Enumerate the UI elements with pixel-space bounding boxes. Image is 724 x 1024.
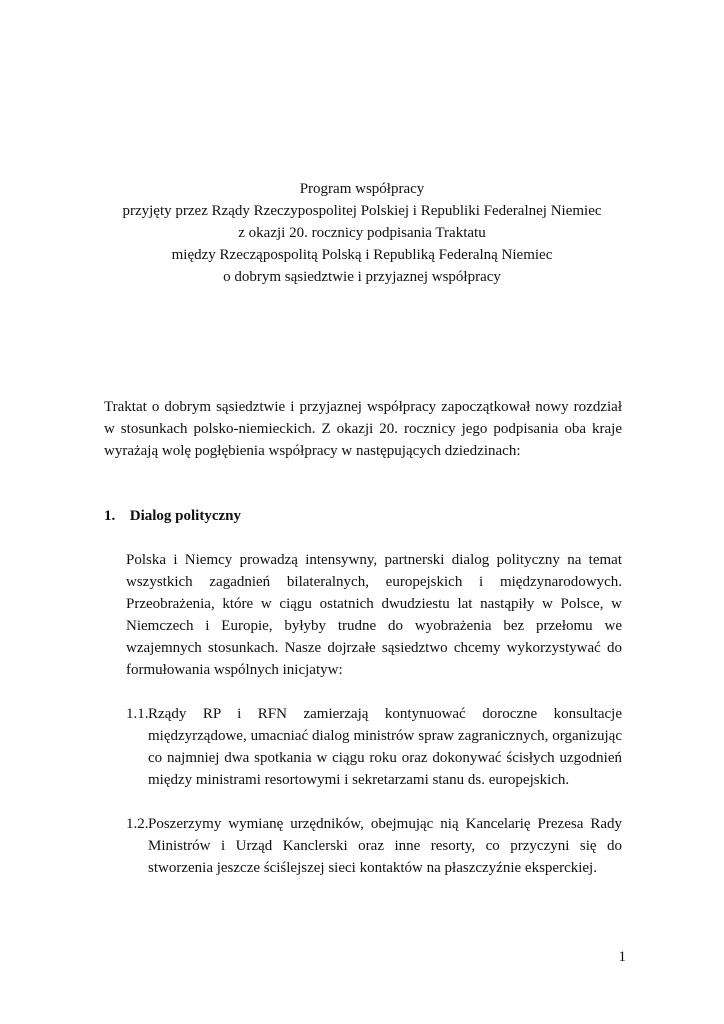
title-line: Program współpracy bbox=[299, 181, 425, 197]
section-heading bbox=[104, 505, 241, 527]
section-number: 1. bbox=[104, 508, 116, 524]
list-item-number: 1.1. bbox=[126, 706, 149, 722]
list-item bbox=[126, 703, 622, 791]
title-line: z okazji 20. rocznicy podpisania Traktatu bbox=[238, 225, 486, 241]
title-line: przyjęty przez Rządy Rzeczypospolitej Polskiej i Republiki Federalnej Niemiec bbox=[122, 203, 602, 219]
list-item bbox=[126, 813, 622, 879]
title-line: o dobrym sąsiedztwie i przyjaznej współpracy bbox=[223, 269, 501, 285]
document-title bbox=[0, 178, 724, 288]
list-item-text: Poszerzymy wymianę urzędników, obejmując nią Kancelarię Prezesa Rady Ministrów i Urząd Kanclerski oraz inne resorty, co przyczyni się do stworzenia jeszcze ściślejszej sieci kontaktów na płaszczyźnie eksperckiej. bbox=[148, 816, 622, 876]
list-item-number: 1.2. bbox=[126, 816, 149, 832]
list-item-text: Rządy RP i RFN zamierzają kontynuować doroczne konsultacje międzyrządowe, umacniać dialog ministrów spraw zagranicznych, organizując co najmniej dwa spotkania w ciągu roku oraz dokonywać ścisłych uzgodnień między ministrami resortowymi i sekretarzami stanu ds. europejskich. bbox=[148, 706, 622, 788]
section-title: Dialog polityczny bbox=[129, 508, 241, 524]
page-number: 1 bbox=[618, 949, 626, 965]
intro-paragraph: Traktat o dobrym sąsiedztwie i przyjaznej współpracy zapoczątkował nowy rozdział w stosunkach polsko-niemieckich. Z okazji 20. rocznicy jego podpisania oba kraje wyrażają wolę pogłębienia współpracy w następujących dziedzinach: bbox=[104, 399, 622, 459]
section-paragraph: Polska i Niemcy prowadzą intensywny, partnerski dialog polityczny na temat wszystkich zagadnień bilateralnych, europejskich i międzynarodowych. Przeobrażenia, które w ciągu ostatnich dwudziestu lat nastąpiły w Polsce, w Niemczech i Europie, byłyby trudne do wyobrażenia bez przełomu we wzajemnych stosunkach. Nasze dojrzałe sąsiedztwo chcemy wykorzystywać do formułowania wspólnych inicjatyw: bbox=[126, 552, 622, 678]
title-line: między Rzecząpospolitą Polską i Republiką Federalną Niemiec bbox=[171, 247, 553, 263]
